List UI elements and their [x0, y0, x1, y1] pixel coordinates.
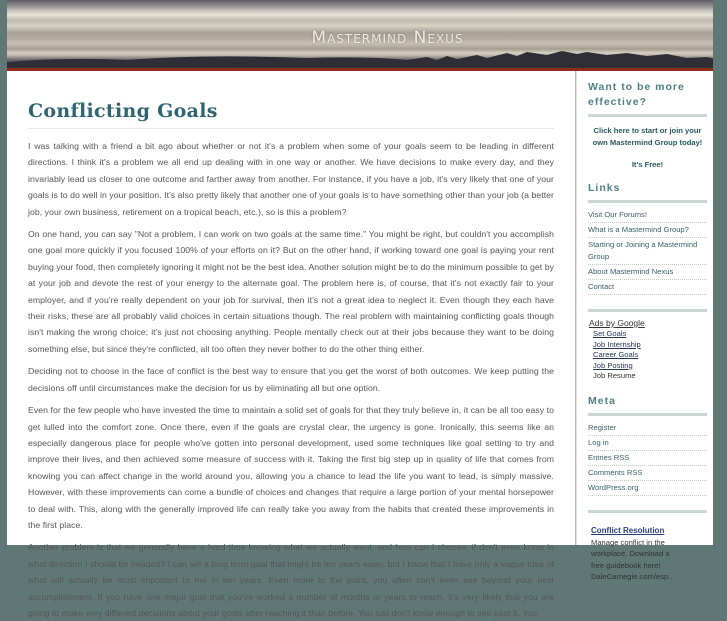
landscape-silhouette-icon [7, 48, 720, 68]
link-what-is-mastermind[interactable]: What is a Mastermind Group? [588, 223, 707, 238]
section-rule [588, 309, 707, 312]
ad-conflict-resolution-link[interactable]: Conflict Resolution [591, 525, 665, 535]
main-content [7, 71, 576, 618]
ads-list [588, 329, 707, 382]
ads-by-google-link[interactable]: Ads by Google [589, 318, 645, 328]
meta-entries-rss[interactable]: Entries RSS [588, 451, 707, 466]
meta-list [588, 421, 707, 496]
meta-login[interactable]: Log in [588, 436, 707, 451]
section-rule [588, 413, 707, 416]
ad-text-line: free guidebook here! [591, 560, 661, 570]
post-paragraph: Another problem is that we generally have a hard time knowing what we actually want, and how can I choose, if don't even know in what direction I should be headed? I can set a long term goal that might be ten years away, but I know that I have only a vague idea of what will actually be most important to me in ten years. Even more to the point, you often can't even see beyond your next accomplishment. If you have one major goal that you've worked a number of months or years to reach, it's very likely that you are going to make very different decisions about your goals after reaching it than before. You just don't know enough to see past it. You [28, 542, 554, 618]
section-rule [588, 510, 707, 513]
meta-register[interactable]: Register [588, 421, 707, 436]
meta-heading: Meta [588, 394, 616, 407]
page-border [713, 0, 720, 545]
post-title[interactable]: Conflicting Goals [28, 100, 554, 129]
page-frame [7, 0, 720, 618]
promo-heading: Want to be more effective? [588, 81, 685, 108]
promo-link[interactable]: Click here to start or join your own Mastermind Group today! [592, 126, 703, 147]
ad-box [588, 524, 707, 582]
ad-link-career-goals[interactable]: Career Goals [593, 350, 639, 360]
post-body [28, 138, 554, 621]
post-paragraph: Deciding not to choose in the face of conflict is the best way to ensure that you get the worst of both outcomes. We keep putting the decisions off until circumstances make the decision for us by eliminating all but one option. [28, 366, 554, 393]
ad-text-line: workplace. Download a [591, 549, 670, 559]
post-paragraph: Even for the few people who have invested the time to maintain a solid set of goals for that they truly believe in, it can be all too easy to get lulled into the comfort zone. Once there, even if the goals are crystal clear, the urgency is gone. Ironically, this seems like an especially dangerous place for people who've gotten into personal development, used some techniques like goal setting to try and improve their lives, and then achieved some measure of success with it. Taking the first big step up in quality of life that comes from knowing you can affect change in the world around you, allowing you a chance to lead the life you want to lead, is simply massive. However, with these improvements can come a bundle of choices and changes that require a large portion of your mental horsepower to deal with. This, along with the generally improved life can really take you away from the habits that created these improvements in the first place. [28, 405, 554, 530]
meta-wordpress-org[interactable]: WordPress.org [588, 481, 707, 496]
ad-link-job-posting[interactable]: Job Posting [593, 360, 633, 370]
section-rule [588, 200, 707, 203]
link-about[interactable]: About Mastermind Nexus [588, 265, 707, 280]
promo-free-text: It's Free! [631, 160, 664, 169]
site-header [7, 0, 720, 68]
site-title[interactable]: Mastermind Nexus [311, 28, 464, 48]
ad-link-job-internship[interactable]: Job Internship [593, 339, 641, 349]
meta-comments-rss[interactable]: Comments RSS [588, 466, 707, 481]
links-heading: Links [588, 182, 621, 194]
link-starting-joining[interactable]: Starting or Joining a Mastermind Group [588, 238, 707, 265]
ad-text-line: Manage conflict in the [591, 537, 665, 547]
ad-url-line[interactable]: DaleCarnegie.com/esp... [591, 571, 675, 581]
post-paragraph: I was talking with a friend a bit ago about whether or not it's a problem when some of your goals seem to be leading in different directions. I think it's a problem we all end up dealing with in one way or another. We have decisions to make every day, and they invariably lead us closer to one outcome and farther away from another. For instance, if you have a job, it's very likely that one of your goals is to do well in your position. It's also pretty likely that another one of your goals is to have something other than your job (a better job, your own business, retirement on a tropical beach, etc.), so is this a problem? [28, 141, 555, 217]
ad-link-job-resume[interactable]: Job Resume [593, 371, 636, 381]
post-paragraph: On one hand, you can say "Not a problem, I can work on two goals at the same time." You might be right, but couldn't you accomplish one goal more quickly if you focused 100% of your efforts on it? But on the other hand, if working toward one goal is paying your rent buying your food, then completely ignoring it might not be the best idea. Another solution might be to do the minimum possible to get by at your job and devote the rest of your energy to the alternate goal. The problem here is, of course, that it's not exactly fair to your employer, and if you're really dependent on your job for survival, then it's not a great idea to neglect it. Even though they each have their risks, these are all probably valid choices in certain situations though. The real problem with maintaining conflicting goals though isn't making the wrong choice; it's just not choosing anything. People mentally check out at their jobs because they want to be doing something else, but since they're conflicted, all too often they never bother to do the other thing either. [28, 229, 554, 354]
links-list [588, 208, 707, 295]
sidebar-divider [575, 71, 577, 545]
section-rule [588, 114, 707, 117]
link-visit-forums[interactable]: Visit Our Forums! [588, 208, 707, 223]
sidebar [588, 71, 707, 581]
ad-link-set-goals[interactable]: Set Goals [593, 329, 627, 338]
link-contact[interactable]: Contact [588, 280, 707, 295]
